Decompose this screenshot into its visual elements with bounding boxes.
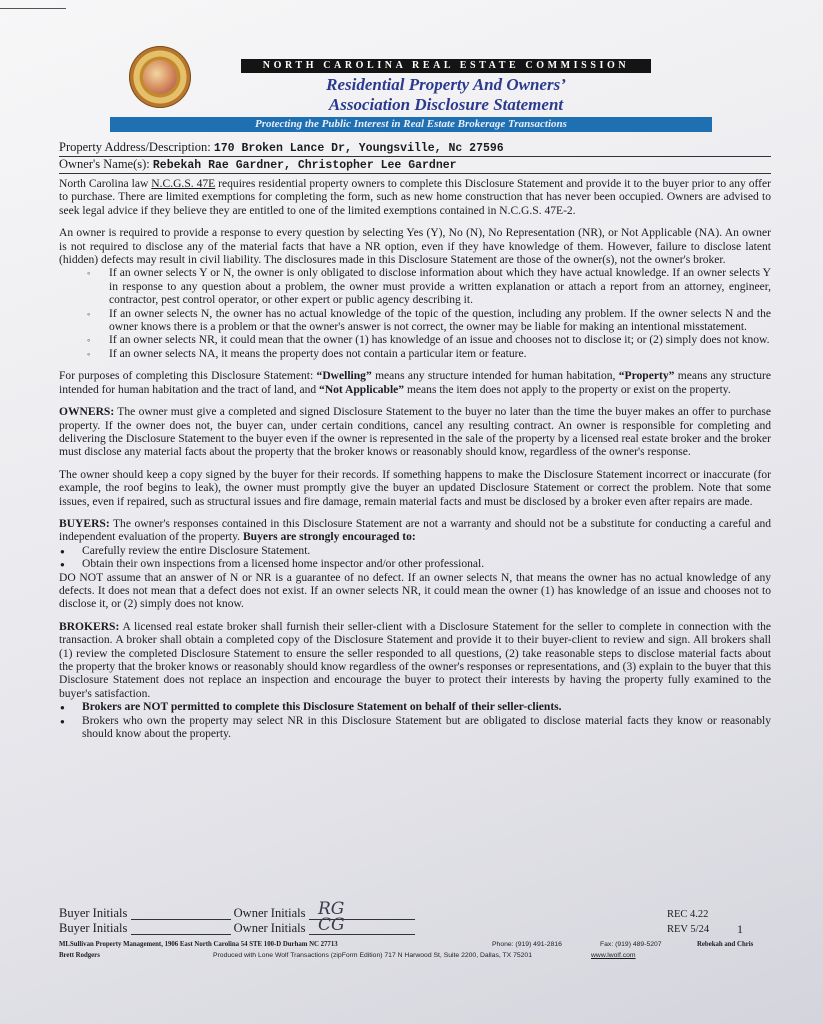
buyer-initials-label: Buyer Initials xyxy=(59,921,128,935)
list-item: ◦ If an owner selects Y or N, the owner is only obligated to disclose information about which they have actual knowledge. If an owner selects Y in response to any question about a problem, the owner must provide a written explanation or attach a report from an attorney, engineer, contractor, pest control operator, or other expert or public agency describing it. xyxy=(109,267,771,307)
owner-initials-signature: CG xyxy=(318,915,345,935)
brokers-heading: BROKERS: xyxy=(59,620,120,633)
owners-name-row xyxy=(59,157,771,174)
brokers-paragraph: BROKERS: A licensed real estate broker shall furnish their seller-client with a Disclosure Statement for the seller to complete in connection with the transaction. A broker shall obtain a completed copy of the Disclosure Statement and provide it to their buyer-client to review and sign. All brokers shall (1) review the completed Disclosure Statement to ensure the seller responded to all questions, (2) take reasonable steps to disclose material facts about the property that the broker knows or reasonably should know regardless of the owner's responses or representations, and (3) explain to the buyer that this Disclosure Statement does not replace an inspection and encourage the buyer to protect their interests by having the property fully examined to the buyer's satisfaction. xyxy=(59,620,771,700)
intro-paragraph: North Carolina law N.C.G.S. 47E requires residential property owners to complete this Disclosure Statement and provide it to the buyer prior to any offer to purchase. There are limited exemptions for completing the form, such as new home construction that has never been occupied. Owners are advised to seek legal advice if they believe they are entitled to one of the limited exemptions contained in N.C.G.S. 47E-2. xyxy=(59,178,771,217)
document-title xyxy=(300,75,592,115)
response-paragraph: An owner is required to provide a response to every question by selecting Yes (Y), No (N), No Representation (NR), or Not Applicable (NA). An owner is not required to disclose any of the material facts that have a NR option, even if they have knowledge of them. However, failure to disclose latent (hidden) defects may result in civil liability. The disclosures made in this Disclosure Statement are those of the owner(s), not the owner's broker. xyxy=(59,227,771,267)
tagline-banner: Protecting the Public Interest in Real Estate Brokerage Transactions xyxy=(110,117,712,132)
rec-code: REC 4.22 xyxy=(667,909,709,920)
list-item: ◦ If an owner selects NA, it means the property does not contain a particular item or feature. xyxy=(109,348,771,361)
definitions-paragraph: For purposes of completing this Disclosure Statement: “Dwelling” means any structure intended for human habitation, “Property” means any structure intended for human habitation and the tract of land, and “Not Applicable” means the item does not apply to the property or exist on the property. xyxy=(59,370,771,396)
property-address-label: Property Address/Description: xyxy=(59,140,211,154)
buyer-initials-field[interactable] xyxy=(131,922,231,935)
office-fax: Fax: (919) 489-5207 xyxy=(600,941,662,948)
commission-banner: NORTH CAROLINA REAL ESTATE COMMISSION xyxy=(241,59,651,73)
initials-row-1 xyxy=(59,906,415,920)
list-item: ● Obtain their own inspections from a licensed home inspector and/or other professional. xyxy=(82,558,771,571)
website-link[interactable]: www.lwolf.com xyxy=(591,952,636,959)
produced-with-text: Produced with Lone Wolf Transactions (zipForm Edition) 717 N Harwood St, Suite 2200, Dallas, TX 75201 xyxy=(213,952,532,959)
owner-initials-signature: RG xyxy=(318,899,345,919)
owners-name-value: Rebekah Rae Gardner, Christopher Lee Gardner xyxy=(152,159,457,172)
assumption-paragraph: DO NOT assume that an answer of N or NR is a guarantee of no defect. If an owner selects N, that means the owner has no actual knowledge of any defects. It does not mean that a defect does not exist. If an owner selects NR, it could mean the owner (1) has knowledge of an issue and chooses not to disclose it, or (2) simply does not know. xyxy=(59,571,771,611)
statute-link: N.C.G.S. 47E xyxy=(151,178,216,190)
initials-row-2 xyxy=(59,921,415,935)
office-phone: Phone: (919) 491-2816 xyxy=(492,941,562,948)
rev-code: REV 5/24 xyxy=(667,924,710,935)
agent-name: Brett Rodgers xyxy=(59,952,100,959)
list-item: ◦ If an owner selects NR, it could mean that the owner (1) has knowledge of an issue and chooses not to disclose it; or (2) simply does not know. xyxy=(109,334,771,347)
page-number: 1 xyxy=(737,922,743,936)
owners-name-label: Owner's Name(s): xyxy=(59,157,150,171)
title-line-1: Residential Property And Owners’ xyxy=(326,75,566,94)
list-item: ● Carefully review the entire Disclosure Statement. xyxy=(82,545,771,558)
buyers-heading: BUYERS: xyxy=(59,517,110,530)
buyer-initials-label: Buyer Initials xyxy=(59,906,128,920)
owners-heading: OWNERS: xyxy=(59,406,115,419)
nc-state-seal-logo xyxy=(129,46,191,108)
office-address: MLSullivan Property Management, 1906 East North Carolina 54 STE 100-D Durham NC 27713 xyxy=(59,941,338,948)
broker-bullet-list xyxy=(59,701,771,741)
client-name: Rebekah and Chris xyxy=(697,941,754,948)
title-line-2: Association Disclosure Statement xyxy=(328,95,564,114)
buyer-initials-field[interactable] xyxy=(131,907,231,920)
owners-paragraph: OWNERS: The owner must give a completed and signed Disclosure Statement to the buyer no later than the time the buyer makes an offer to purchase property. If the owner does not, the buyer can, under certain conditions, cancel any resulting contract. An owner is responsible for completing and delivering the Disclosure Statement to the buyer even if the owner is represented in the sale of the property by a licensed real estate broker and the broker must disclose any material facts about the property that the broker knows or reasonably should know, regardless of the owner's response. xyxy=(59,406,771,459)
list-item: ● Brokers who own the property may select NR in this Disclosure Statement but are obligated to disclose material facts they know or reasonably should know about the property. xyxy=(82,715,771,742)
owner-initials-label: Owner Initials xyxy=(233,906,306,920)
copy-paragraph: The owner should keep a copy signed by the buyer for their records. If something happens to make the Disclosure Statement incorrect or inaccurate (for example, the roof begins to leak), the owner must promptly give the buyer an updated Disclosure Statement or correct the problem. Note that some issues, even if repaired, such as structural issues and fire damage, remain material facts and must be disclosed by a broker even after repairs are made. xyxy=(59,468,771,508)
list-item: ◦ If an owner selects N, the owner has no actual knowledge of the topic of the question, including any problem. If the owner selects N and the owner knows there is a problem or that the owner's answer is not correct, the owner may be liable for making an intentional misstatement. xyxy=(109,308,771,335)
list-item: ● Brokers are NOT permitted to complete this Disclosure Statement on behalf of their seller-clients. xyxy=(82,701,771,714)
response-bullet-list xyxy=(59,267,771,361)
owner-initials-label: Owner Initials xyxy=(233,921,306,935)
top-edge-line xyxy=(0,8,66,9)
disclosure-body xyxy=(59,178,771,741)
buyer-bullet-list xyxy=(59,545,771,572)
property-address-row xyxy=(59,140,771,157)
buyers-paragraph: BUYERS: The owner's responses contained in this Disclosure Statement are not a warranty and should not be a substitute for conducting a careful and independent evaluation of the property. Buyers are strongly encouraged to: xyxy=(59,517,771,544)
property-address-value: 170 Broken Lance Dr, Youngsville, Nc 27596 xyxy=(213,142,504,155)
